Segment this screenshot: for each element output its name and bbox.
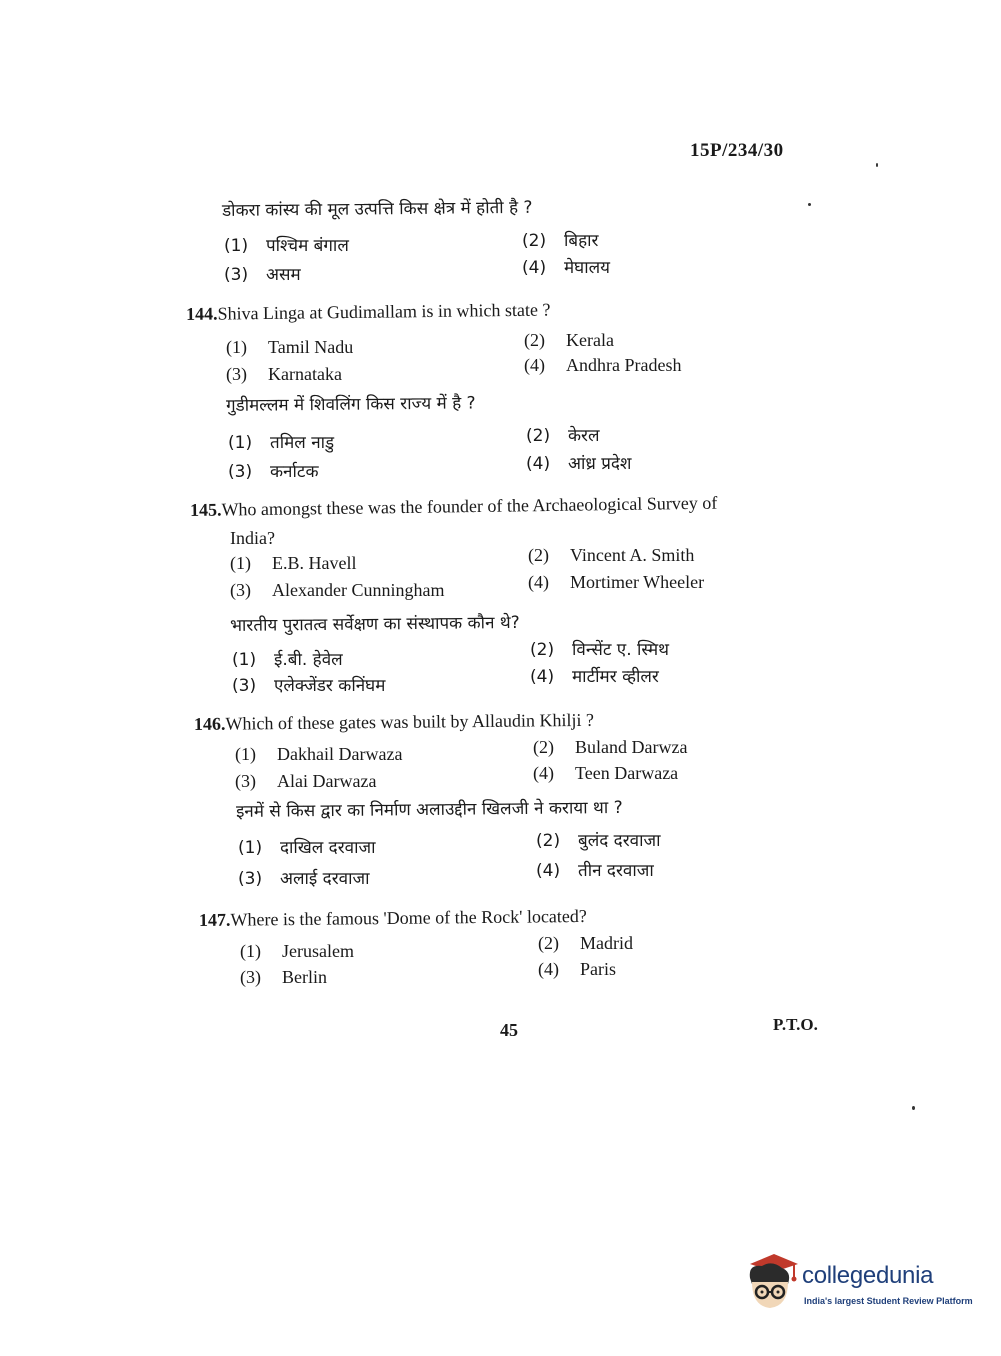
page-number: 45 (500, 1020, 518, 1040)
question-number: 144. (185, 303, 218, 324)
option-1: (1) Jerusalem (240, 941, 354, 961)
option-1: (1) Tamil Nadu (226, 337, 354, 357)
option-2: (2) Vincent A. Smith (528, 545, 695, 565)
option-2: (2) Kerala (524, 330, 614, 350)
option-4: (4) मेघालय (522, 258, 611, 278)
question-text: 144.Shiva Linga at Gudimallam is in which state ? (185, 299, 551, 324)
option-3: (3) Alai Darwaza (235, 771, 377, 791)
option-1: (1) ई.बी. हेवेल (232, 650, 343, 670)
option-3: (3) असम (224, 265, 301, 285)
question-text-continued: India? (230, 528, 275, 548)
option-4: (4) आंध्र प्रदेश (526, 454, 632, 474)
question-text: 147.Where is the famous 'Dome of the Rock' located? (198, 905, 587, 930)
option-4: (4) Mortimer Wheeler (528, 572, 705, 592)
option-2: (2) Buland Darwza (533, 737, 688, 757)
option-4: (4) तीन दरवाजा (536, 861, 654, 881)
option-2: (2) बिहार (522, 231, 599, 251)
option-1: (1) Dakhail Darwaza (235, 744, 403, 764)
option-2: (2) बुलंद दरवाजा (536, 831, 661, 851)
question-text: 145.Who amongst these was the founder of the Archaeological Survey of (189, 492, 718, 520)
option-4: (4) मार्टीमर व्हीलर (530, 667, 659, 687)
brand-tagline: India's largest Student Review Platform (804, 1296, 973, 1306)
option-3: (3) एलेक्जेंडर कनिंघम (232, 676, 386, 696)
question-number: 146. (193, 713, 226, 734)
scan-speck (912, 1106, 915, 1110)
question-text-hindi: इनमें से किस द्वार का निर्माण अलाउद्दीन खिलजी ने कराया था ? (235, 797, 623, 822)
option-3: (3) कर्नाटक (228, 462, 319, 482)
option-4: (4) Andhra Pradesh (524, 355, 682, 375)
mascot-icon (742, 1250, 800, 1314)
option-1: (1) E.B. Havell (230, 553, 357, 573)
option-3: (3) Karnataka (226, 364, 342, 384)
question-text: डोकरा कांस्य की मूल उत्पत्ति किस क्षेत्र में होती है ? (221, 197, 533, 221)
scan-speck (808, 203, 811, 206)
option-2: (2) विन्सेंट ए. स्मिथ (530, 640, 670, 660)
question-text-hindi: गुडीमल्लम में शिवलिंग किस राज्य में है ? (225, 393, 476, 416)
option-3: (3) अलाई दरवाजा (238, 869, 370, 889)
brand-name: collegedunia (802, 1262, 934, 1289)
option-1: (1) पश्चिम बंगाल (224, 236, 349, 256)
option-2: (2) केरल (526, 426, 600, 446)
question-text: 146.Which of these gates was built by Allaudin Khilji ? (193, 709, 595, 734)
question-number: 145. (189, 499, 222, 520)
paper-code: 15P/234/30 (690, 140, 784, 161)
pto-label: P.T.O. (773, 1015, 818, 1034)
option-1: (1) तमिल नाडु (228, 433, 335, 453)
option-4: (4) Teen Darwaza (533, 763, 679, 783)
question-number: 147. (198, 909, 231, 930)
question-text-hindi: भारतीय पुरातत्व सर्वेक्षण का संस्थापक कौन थे? (229, 612, 520, 636)
option-4: (4) Paris (538, 959, 616, 979)
scan-speck (876, 163, 878, 167)
option-3: (3) Berlin (240, 967, 327, 987)
collegedunia-watermark (742, 1248, 972, 1320)
option-2: (2) Madrid (538, 933, 633, 953)
option-1: (1) दाखिल दरवाजा (238, 838, 376, 858)
option-3: (3) Alexander Cunningham (230, 580, 445, 600)
